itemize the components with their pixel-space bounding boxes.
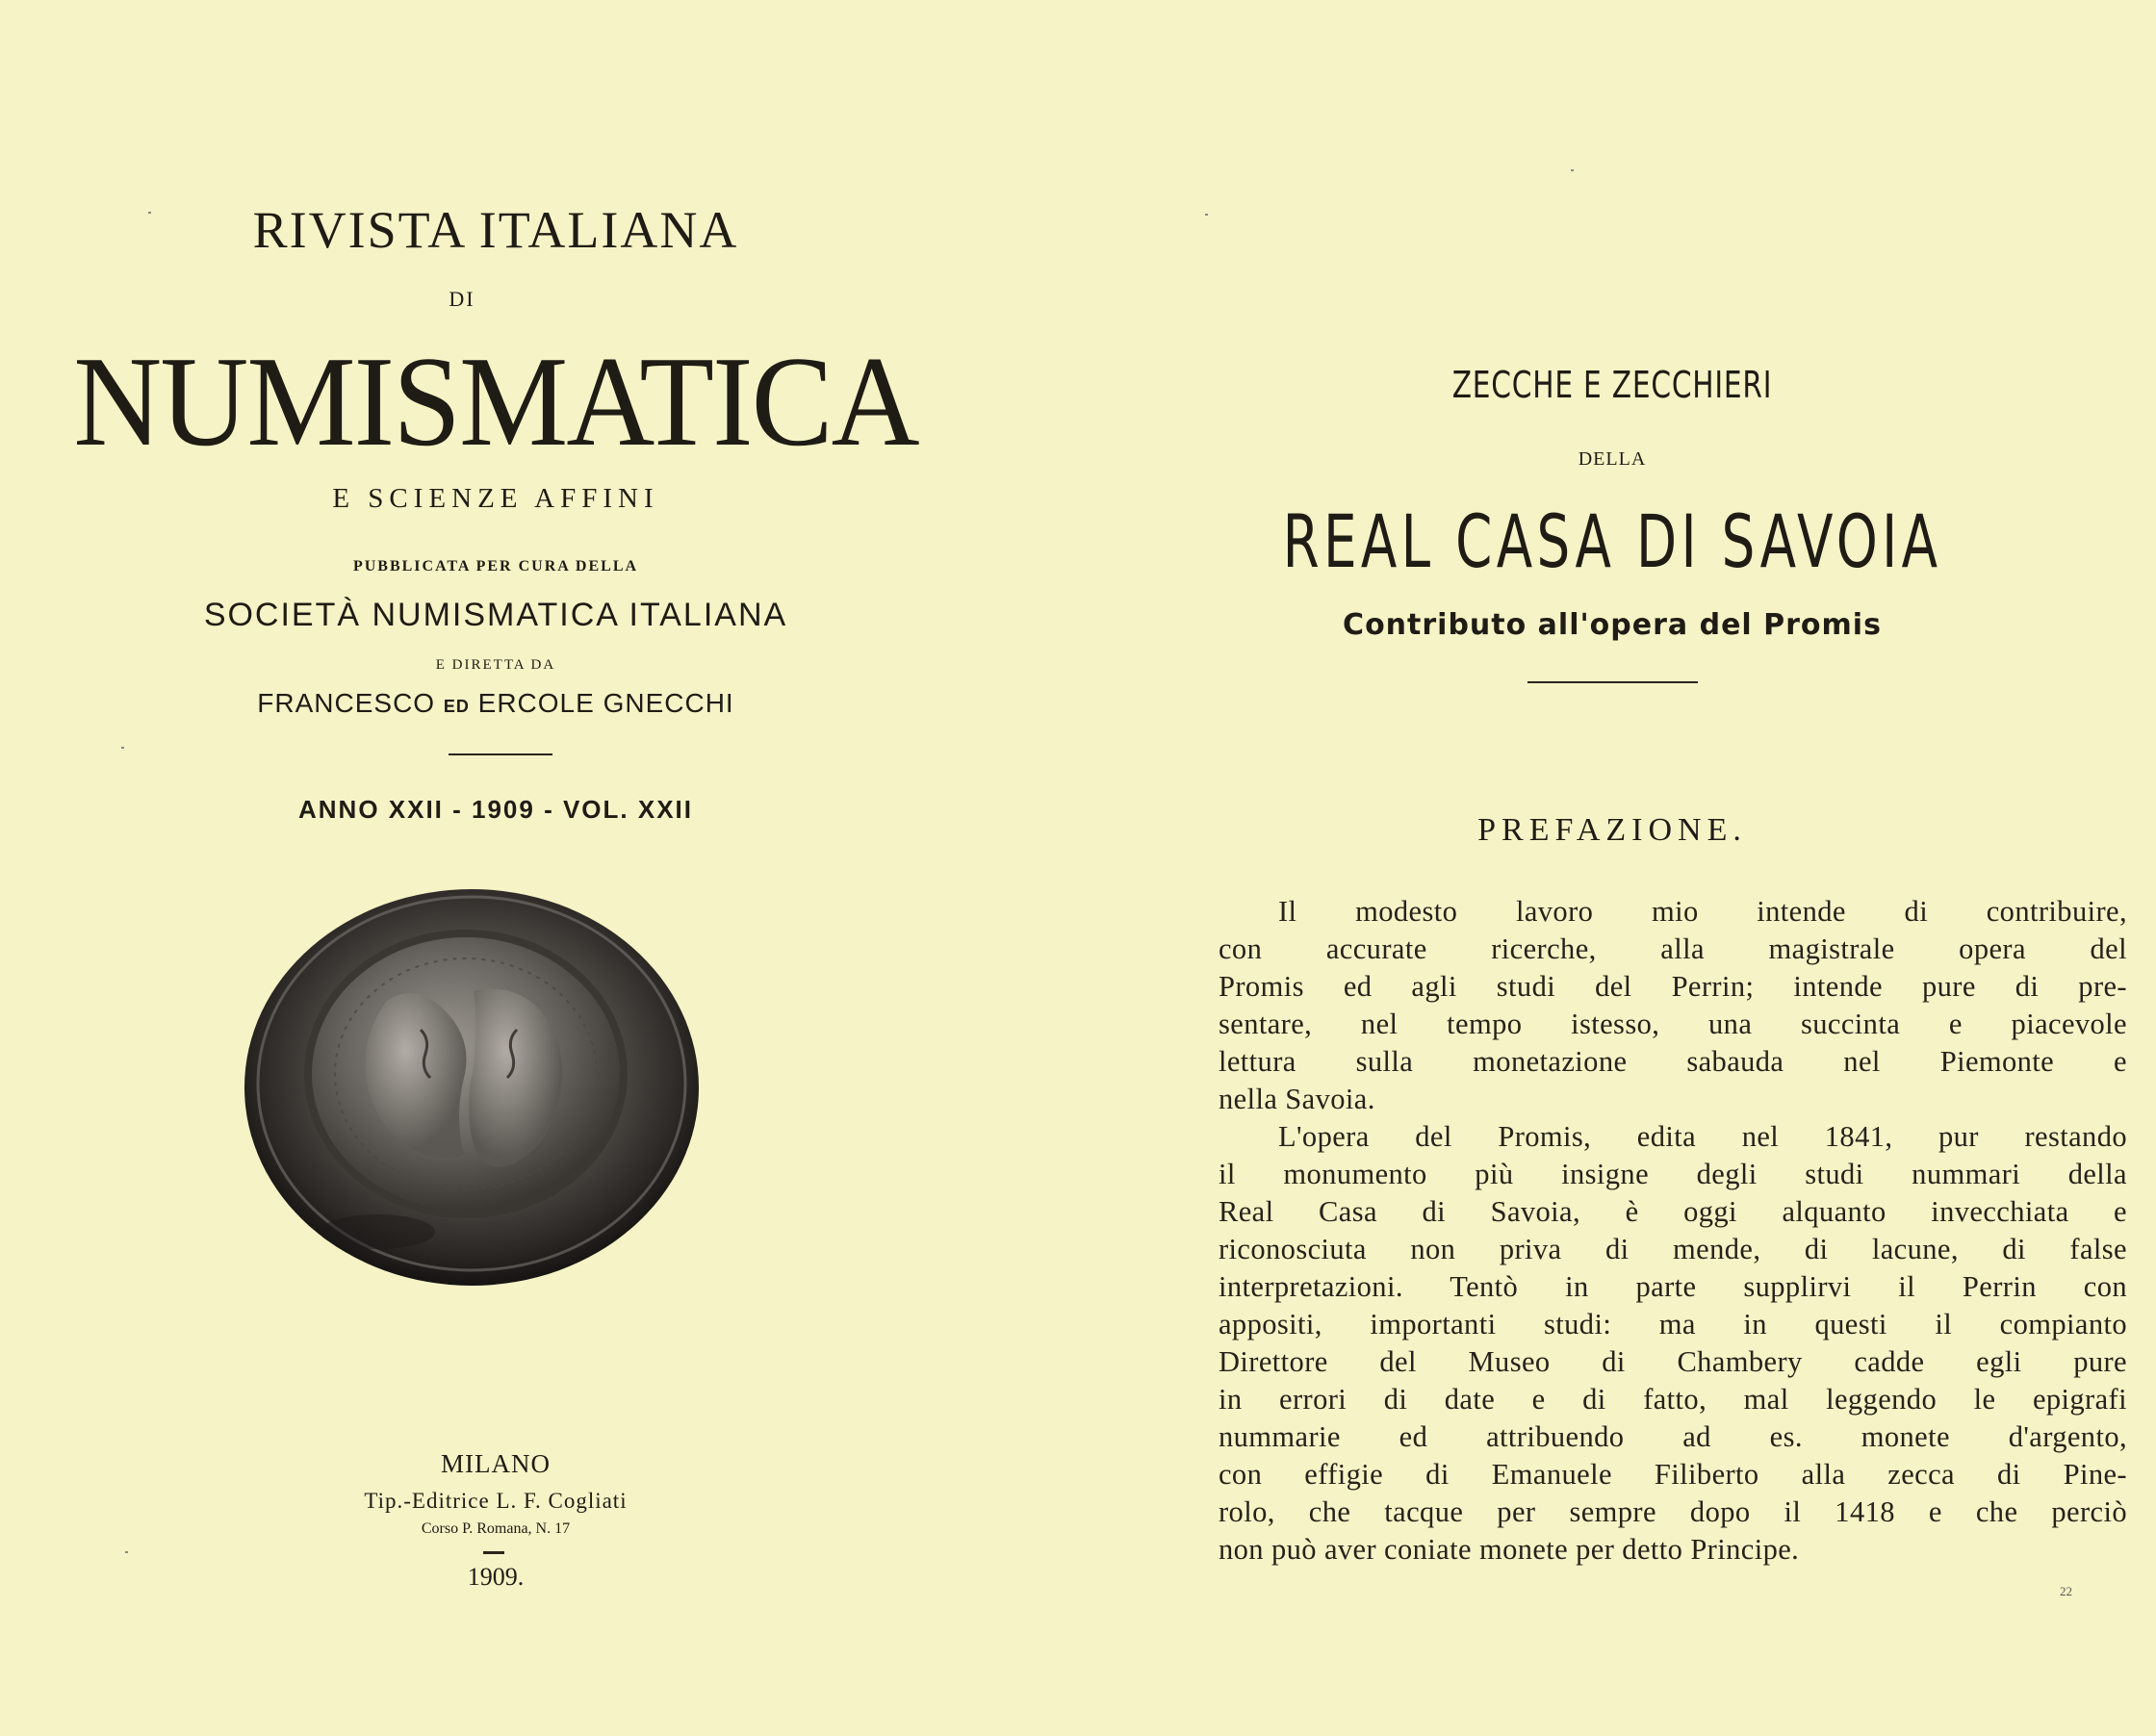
paper-speck: [1571, 169, 1574, 171]
text-line: non può aver coniate monete per detto Principe.: [1219, 1533, 1800, 1566]
journal-di: DI: [449, 287, 475, 311]
text-line: con effigie di Emanuele Filiberto alla zecca di Pine-: [1219, 1458, 2127, 1491]
text-line: in errori di date e di fatto, mal leggendo le epigrafi: [1219, 1383, 2127, 1416]
paper-speck: [121, 747, 124, 749]
text-line: lettura sulla monetazione sabauda nel Piemonte e: [1219, 1045, 2127, 1078]
director-second: ERCOLE GNECCHI: [477, 688, 734, 718]
publication-note: PUBBLICATA PER CURA DELLA: [352, 558, 639, 574]
text-line: rolo, che tacque per sempre dopo il 1418 e che perciò: [1219, 1495, 2127, 1528]
publication-year: 1909.: [467, 1563, 525, 1591]
article-title-line2: REAL CASA DI SAVOIA: [1282, 498, 1942, 584]
volume-info: ANNO XXII - 1909 - VOL. XXII: [298, 795, 693, 824]
publisher-name: Tip.-Editrice L. F. Cogliati: [364, 1489, 628, 1513]
text-line: nummarie ed attribuendo ad es. monete d'argento,: [1219, 1420, 2127, 1453]
society-name: SOCIETÀ NUMISMATICA ITALIANA: [203, 597, 788, 633]
section-heading: PREFAZIONE.: [1477, 812, 1747, 848]
director-first: FRANCESCO: [257, 688, 436, 718]
text-line: Direttore del Museo di Chambery cadde egli pure: [1219, 1345, 2127, 1378]
text-line: Il modesto lavoro mio intende di contribuire,: [1278, 895, 2127, 928]
text-line: sentare, nel tempo istesso, una succinta e piacevole: [1219, 1008, 2127, 1040]
text-line: nella Savoia.: [1219, 1083, 1375, 1115]
article-della: DELLA: [1578, 448, 1647, 470]
article-subtitle: Contributo all'opera del Promis: [1343, 608, 1882, 642]
directed-by-note: E DIRETTA DA: [435, 657, 556, 673]
coin-photograph: [243, 885, 703, 1288]
text-line: Promis ed agli studi del Perrin; intende pure di pre-: [1219, 970, 2127, 1003]
publisher-address: Corso P. Romana, N. 17: [421, 1520, 571, 1537]
paper-speck: [1205, 214, 1208, 216]
directors: [0, 688, 991, 719]
page-number: 22: [2060, 1584, 2072, 1598]
divider-rule: [1527, 681, 1698, 683]
text-line: L'opera del Promis, edita nel 1841, pur restando: [1278, 1120, 2127, 1153]
article-first-page: [1078, 0, 2156, 1736]
divider-rule: [449, 753, 552, 755]
body-text: [1219, 893, 2127, 1569]
publisher-city: MILANO: [441, 1449, 551, 1478]
director-conjunction: ED: [443, 697, 470, 716]
short-rule: [483, 1551, 504, 1554]
article-title-line1: ZECCHE E ZECCHIERI: [1451, 364, 1773, 406]
journal-subtitle: E SCIENZE AFFINI: [332, 483, 659, 514]
text-line: Real Casa di Savoia, è oggi alquanto invecchiata e: [1219, 1195, 2127, 1228]
text-line: interpretazioni. Tentò in parte supplirvi il Perrin con: [1219, 1270, 2127, 1303]
paper-speck: [125, 1551, 128, 1553]
text-line: il monumento più insigne degli studi nummari della: [1219, 1158, 2127, 1190]
text-line: riconosciuta non priva di mende, di lacune, di false: [1219, 1233, 2127, 1265]
journal-main-title: NUMISMATICA: [73, 330, 918, 472]
text-line: con accurate ricerche, alla magistrale opera del: [1219, 932, 2127, 965]
paper-speck: [148, 212, 151, 214]
text-line: appositi, importanti studi: ma in questi il compianto: [1219, 1308, 2127, 1340]
journal-name-line: RIVISTA ITALIANA: [252, 201, 739, 259]
